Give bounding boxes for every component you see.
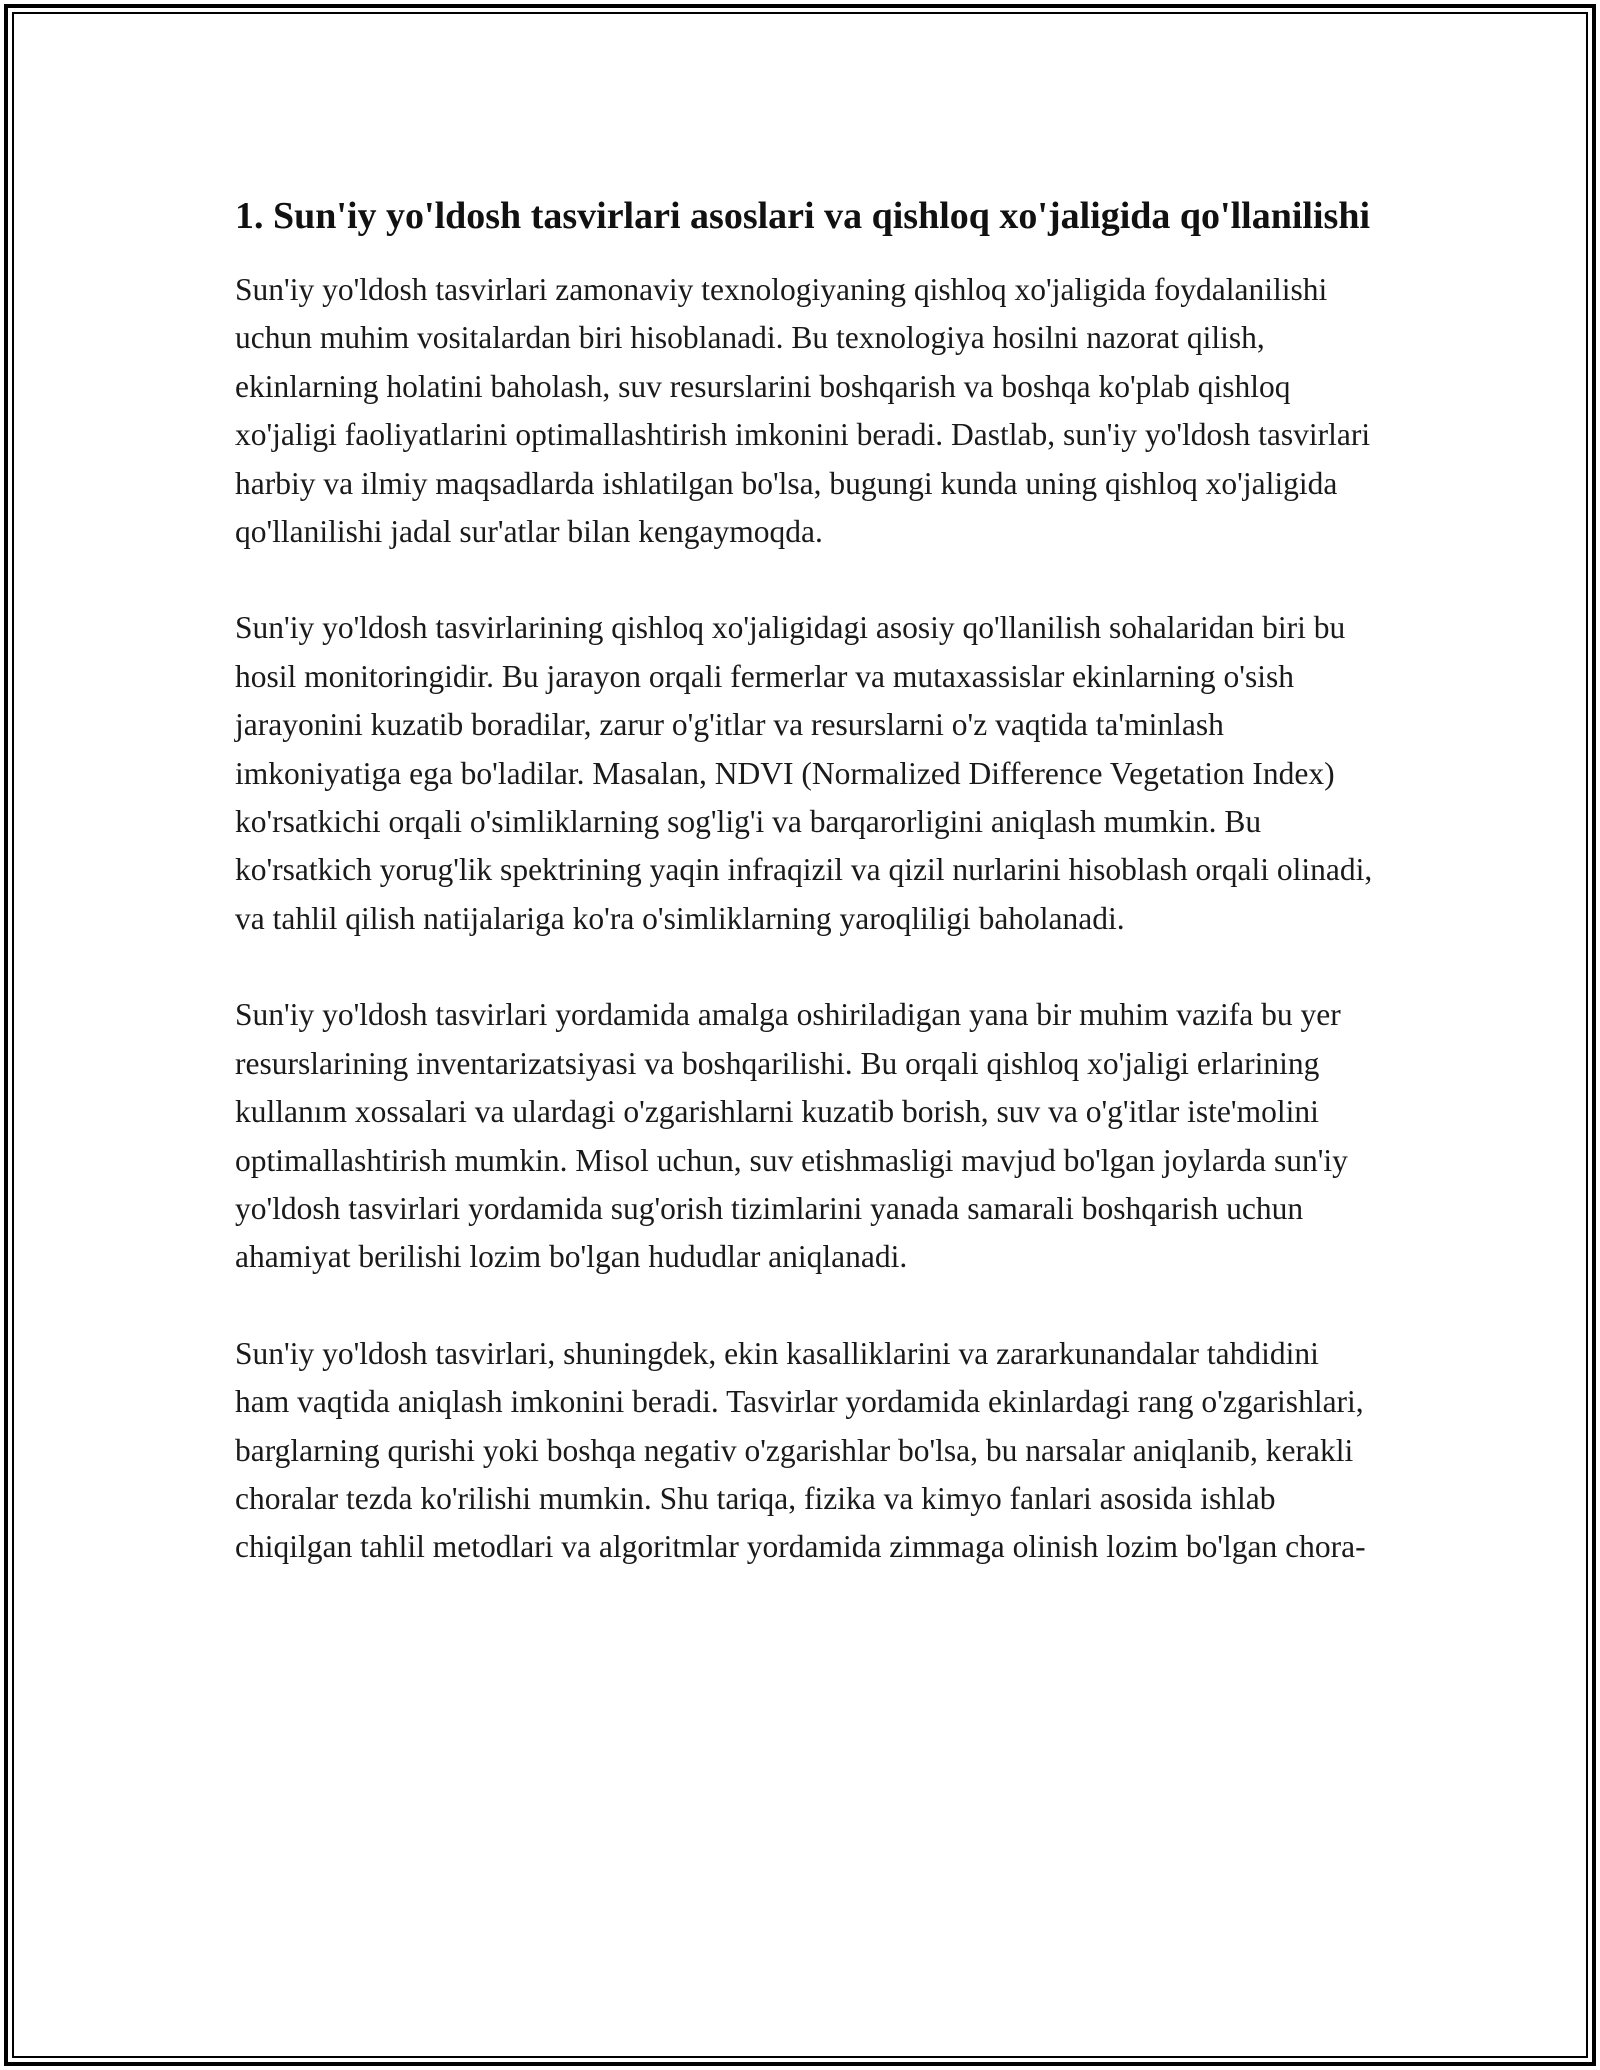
- paragraph-4: Sun'iy yo'ldosh tasvirlari, shuningdek, ekin kasalliklarini va zararkunandalar tahdidini ham vaqtida aniqlash imkonini beradi. Tasvirlar yordamida ekinlardagi rang o'zgarishlari, barglarning qurishi yoki boshqa negativ o'zgarishlar bo'lsa, bu narsalar aniqlanib, kerakli choralar tezda ko'rilishi mumkin. Shu tariqa, fizika va kimyo fanlari asosida ishlab chiqilgan tahlil metodlari va algoritmlar yordamida zimmaga olinish lozim bo'lgan chora-: [235, 1335, 1366, 1565]
- paragraph-3: Sun'iy yo'ldosh tasvirlari yordamida amalga oshiriladigan yana bir muhim vazifa bu yer resurslarining inventarizatsiyasi va boshqarilishi. Bu orqali qishloq xo'jaligi erlarining kullanım xossalari va ulardagi o'zgarishlarni kuzatib borish, suv va o'g'itlar iste'molini optimallashtirish mumkin. Misol uchun, suv etishmasligi mavjud bo'lgan joylarda sun'iy yo'ldosh tasvirlari yordamida sug'orish tizimlarini yanada samarali boshqarish uchun ahamiyat berilishi lozim bo'lgan hududlar aniqlanadi.: [235, 997, 1348, 1275]
- document-body: [235, 188, 1375, 1572]
- paragraph-1: Sun'iy yo'ldosh tasvirlari zamonaviy texnologiyaning qishloq xo'jaligida foydalanilishi uchun muhim vositalardan biri hisoblanadi. Bu texnologiya hosilni nazorat qilish, ekinlarning holatini baholash, suv resurslarini boshqarish va boshqa ko'plab qishloq xo'jaligi faoliyatlarini optimallashtirish imkonini beradi. Dastlab, sun'iy yo'ldosh tasvirlari harbiy va ilmiy maqsadlarda ishlatilgan bo'lsa, bugungi kunda uning qishloq xo'jaligida qo'llanilishi jadal sur'atlar bilan kengaymoqda.: [235, 272, 1371, 550]
- section-heading: 1. Sun'iy yo'ldosh tasvirlari asoslari va qishloq xo'jaligida qo'llanilishi: [235, 195, 1371, 237]
- paragraph-2: Sun'iy yo'ldosh tasvirlarining qishloq xo'jaligidagi asosiy qo'llanilish sohalaridan biri bu hosil monitoringidir. Bu jarayon orqali fermerlar va mutaxassislar ekinlarning o'sish jarayonini kuzatib boradilar, zarur o'g'itlar va resurslarni o'z vaqtida ta'minlash imkoniyatiga ega bo'ladilar. Masalan, NDVI (Normalized Difference Vegetation Index) ko'rsatkichi orqali o'simliklarning sog'lig'i va barqarorligini aniqlash mumkin. Bu ko'rsatkich yorug'lik spektrining yaqin infraqizil va qizil nurlarini hisoblash orqali olinadi, va tahlil qilish natijalariga ko'ra o'simliklarning yaroqliligi baholanadi.: [235, 610, 1373, 936]
